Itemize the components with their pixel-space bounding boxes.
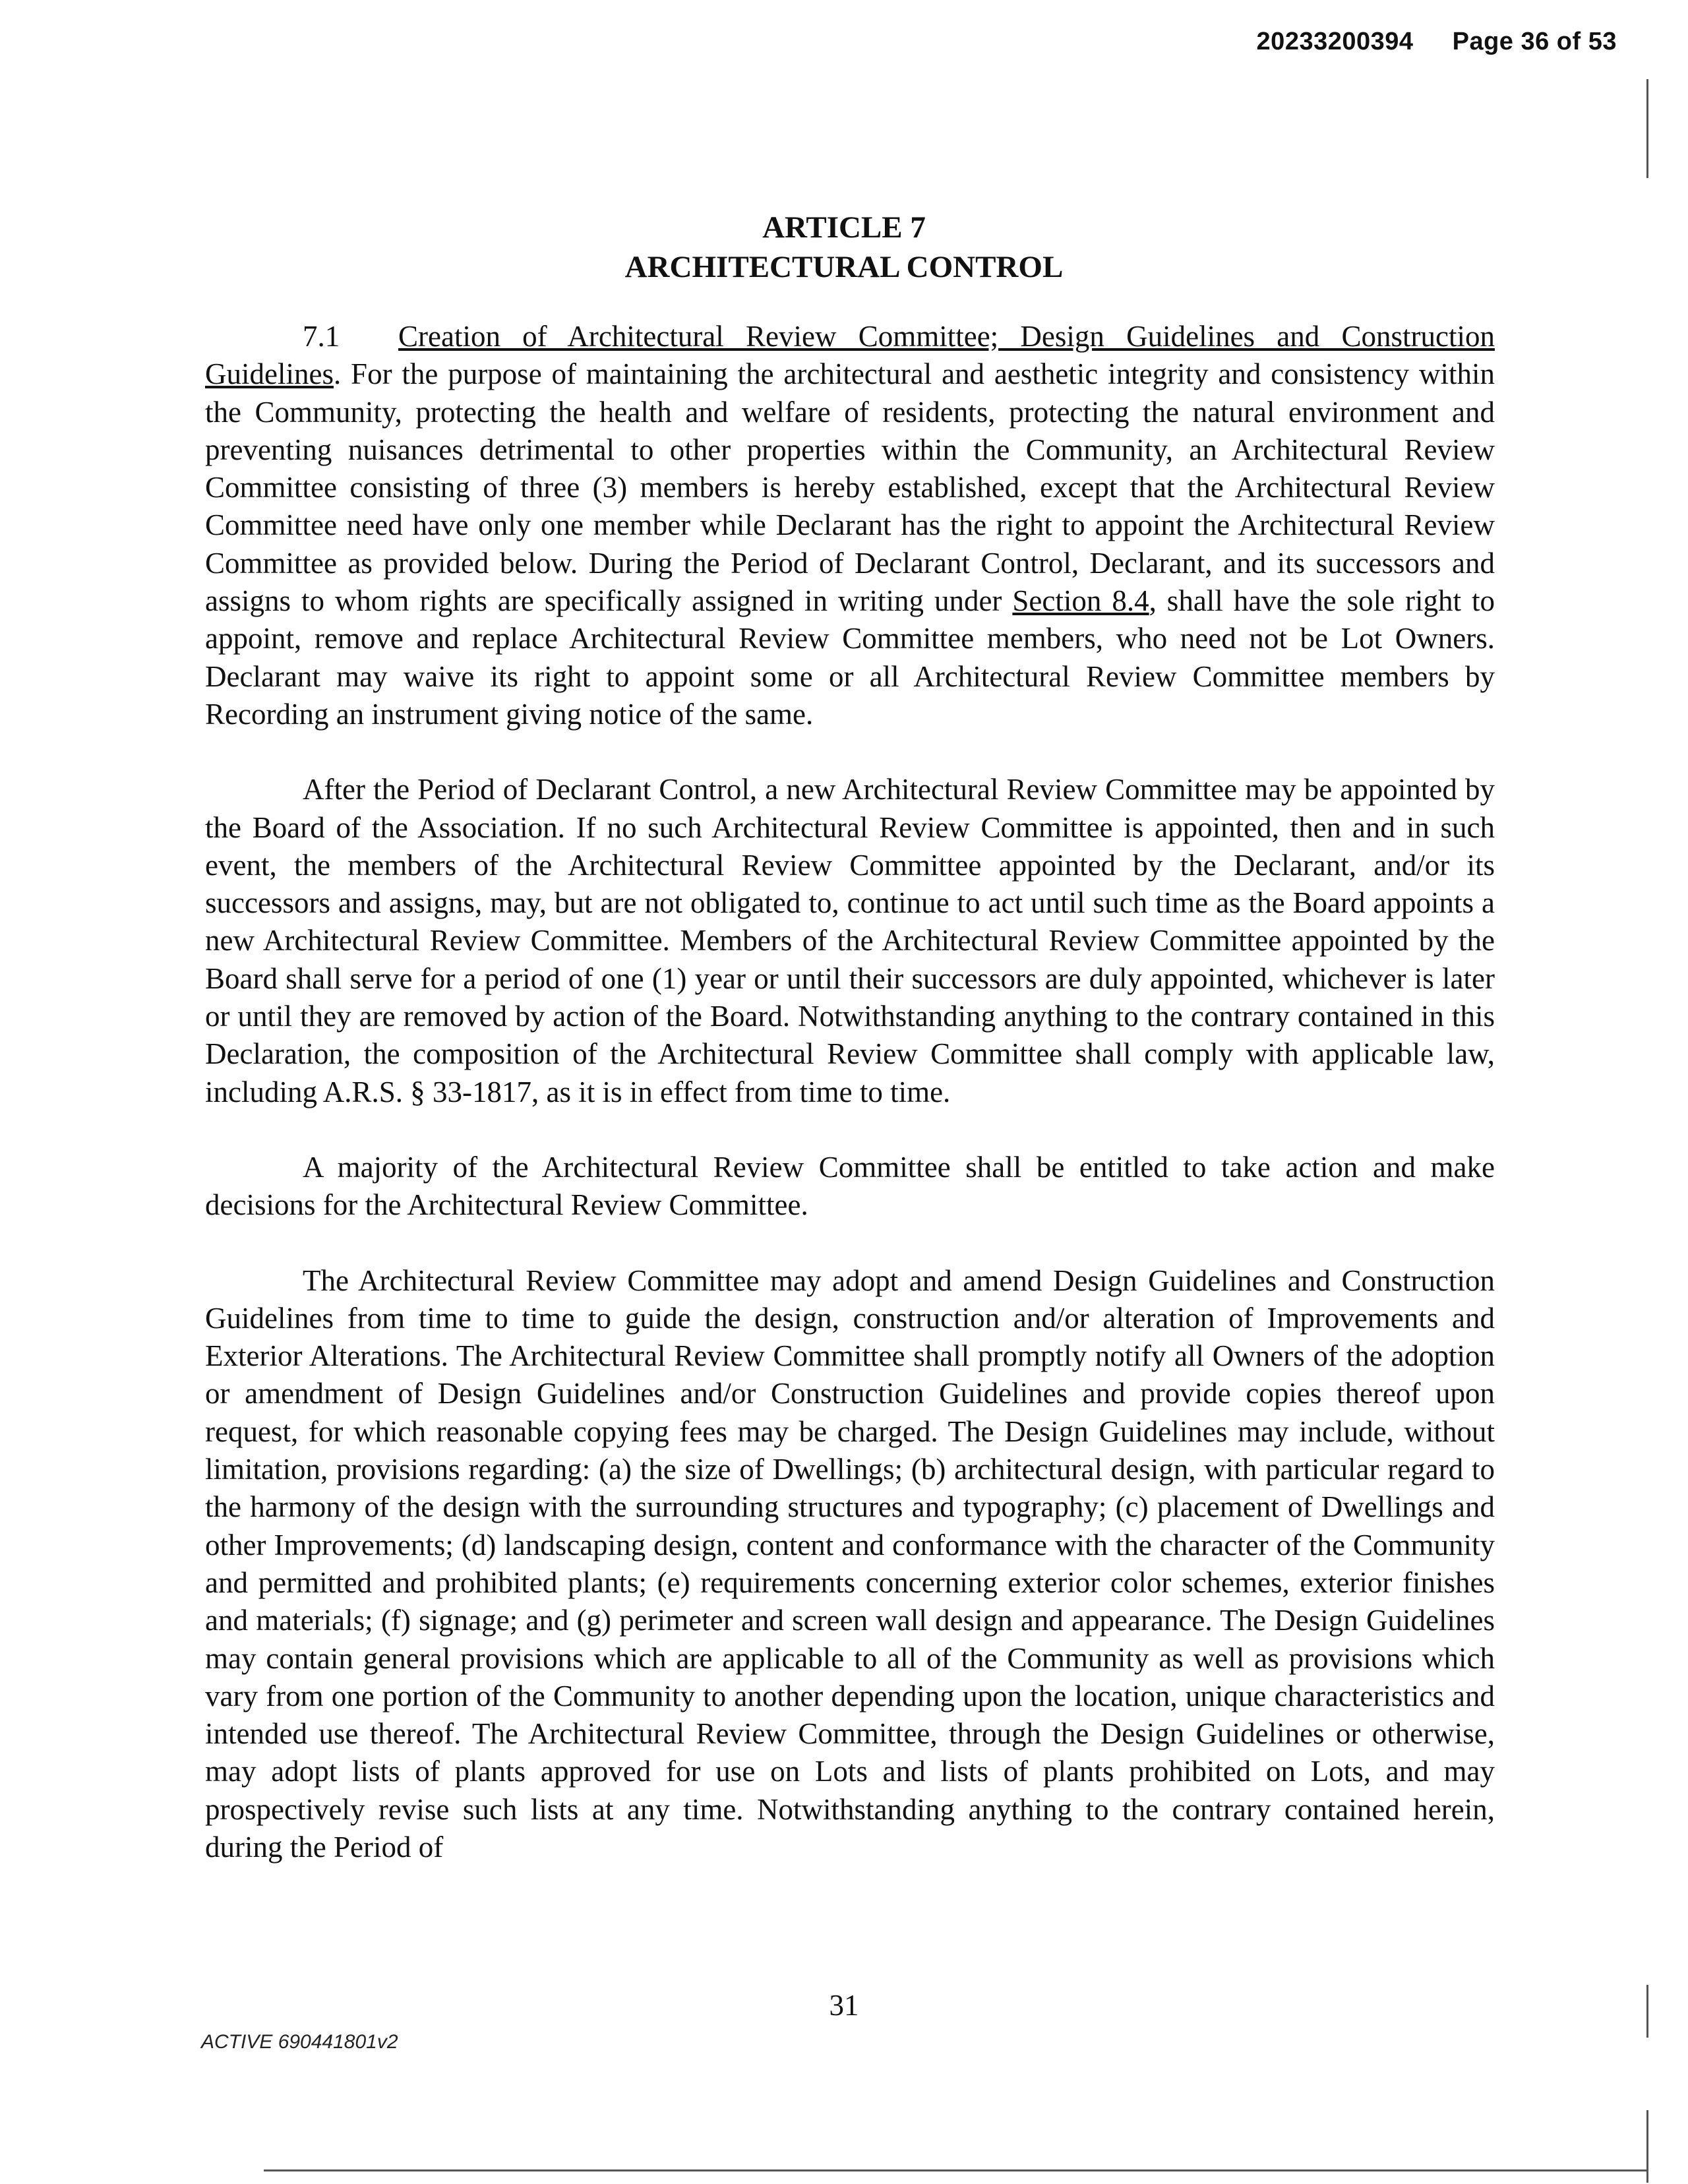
section-text-part-a: For the purpose of maintaining the architectural and aesthetic integrity and consistency within the Community, protecting the health and welfare of residents, protecting the natural environment and preventing nuisances detrimental to other properties within the Community, an Architectural Review Committee consisting of three (3) members is hereby established, except that the Architectural Review Committee need have only one member while Declarant has the right to appoint the Architectural Review Committee as provided below. During the Period of Declarant Control, Declarant, and its successors and assigns to whom rights are specifically assigned in writing under [205, 357, 1495, 618]
article-number: ARTICLE 7 [762, 210, 926, 245]
article-title-block [0, 208, 1688, 287]
page-header [1257, 28, 1617, 56]
section-text-part-b: , shall have the sole right to appoint, remove and replace Architectural Review Committee members, who need not be Lot Owners. Declarant may waive its right to appoint some or all Architectural Review Committee members by Recording an instrument giving notice of the same. [205, 584, 1495, 731]
recording-number: 20233200394 [1256, 28, 1414, 55]
section-8-4-reference: Section 8.4 [1012, 584, 1149, 618]
section-7-1-paragraph [205, 318, 1495, 733]
section-number: 7.1 [303, 320, 340, 353]
document-body [205, 318, 1495, 1904]
section-heading: Creation of Architectural Review Committee; Design Guidelines and Construction Guidelines [205, 320, 1495, 391]
page-number: 31 [829, 1989, 859, 2022]
page-label: Page 36 of 53 [1452, 28, 1617, 55]
scan-edge-line-top [1646, 79, 1648, 178]
document-id: ACTIVE 690441801v2 [201, 2031, 398, 2053]
scan-edge-line-bottom [1646, 2110, 1648, 2183]
section-heading-period: . [333, 357, 342, 391]
paragraph-design-guidelines: The Architectural Review Committee may adopt and amend Design Guidelines and Construction Guidelines from time to time to guide the design, construction and/or alteration of Improvements and Exterior Alterations. The Architectural Review Committee shall promptly notify all Owners of the adoption or amendment of Design Guidelines and/or Construction Guidelines and provide copies thereof upon request, for which reasonable copying fees may be charged. The Design Guidelines may include, without limitation, provisions regarding: (a) the size of Dwellings; (b) architectural design, with particular regard to the harmony of the design with the surrounding structures and typography; (c) placement of Dwellings and other Improvements; (d) landscaping design, content and conformance with the character of the Community and permitted and prohibited plants; (e) requirements concerning exterior color schemes, exterior finishes and materials; (f) signage; and (g) perimeter and screen wall design and appearance. The Design Guidelines may contain general provisions which are applicable to all of the Community as well as provisions which vary from one portion of the Community to another depending upon the location, unique characteristics and intended use thereof. The Architectural Review Committee, through the Design Guidelines or otherwise, may adopt lists of plants approved for use on Lots and lists of plants prohibited on Lots, and may prospectively revise such lists at any time. Notwithstanding anything to the contrary contained herein, during the Period of [205, 1263, 1495, 1864]
scan-edge-line-middle [1646, 1985, 1648, 2038]
paragraph-majority: A majority of the Architectural Review Committee shall be entitled to take action and make decisions for the Architectural Review Committee. [205, 1150, 1495, 1222]
paragraph-after-declarant-control: After the Period of Declarant Control, a new Architectural Review Committee may be appointed by the Board of the Association. If no such Architectural Review Committee is appointed, then and in such event, the members of the Architectural Review Committee appointed by the Declarant, and/or its successors and assigns, may, but are not obligated to, continue to act until such time as the Board appoints a new Architectural Review Committee. Members of the Architectural Review Committee appointed by the Board shall serve for a period of one (1) year or until their successors are duly appointed, whichever is later or until they are removed by action of the Board. Notwithstanding anything to the contrary contained in this Declaration, the composition of the Architectural Review Committee shall comply with applicable law, including A.R.S. § 33-1817, as it is in effect from time to time. [205, 773, 1495, 1108]
article-heading: ARCHITECTURAL CONTROL [624, 250, 1064, 284]
scan-bottom-rule [264, 2169, 1648, 2171]
